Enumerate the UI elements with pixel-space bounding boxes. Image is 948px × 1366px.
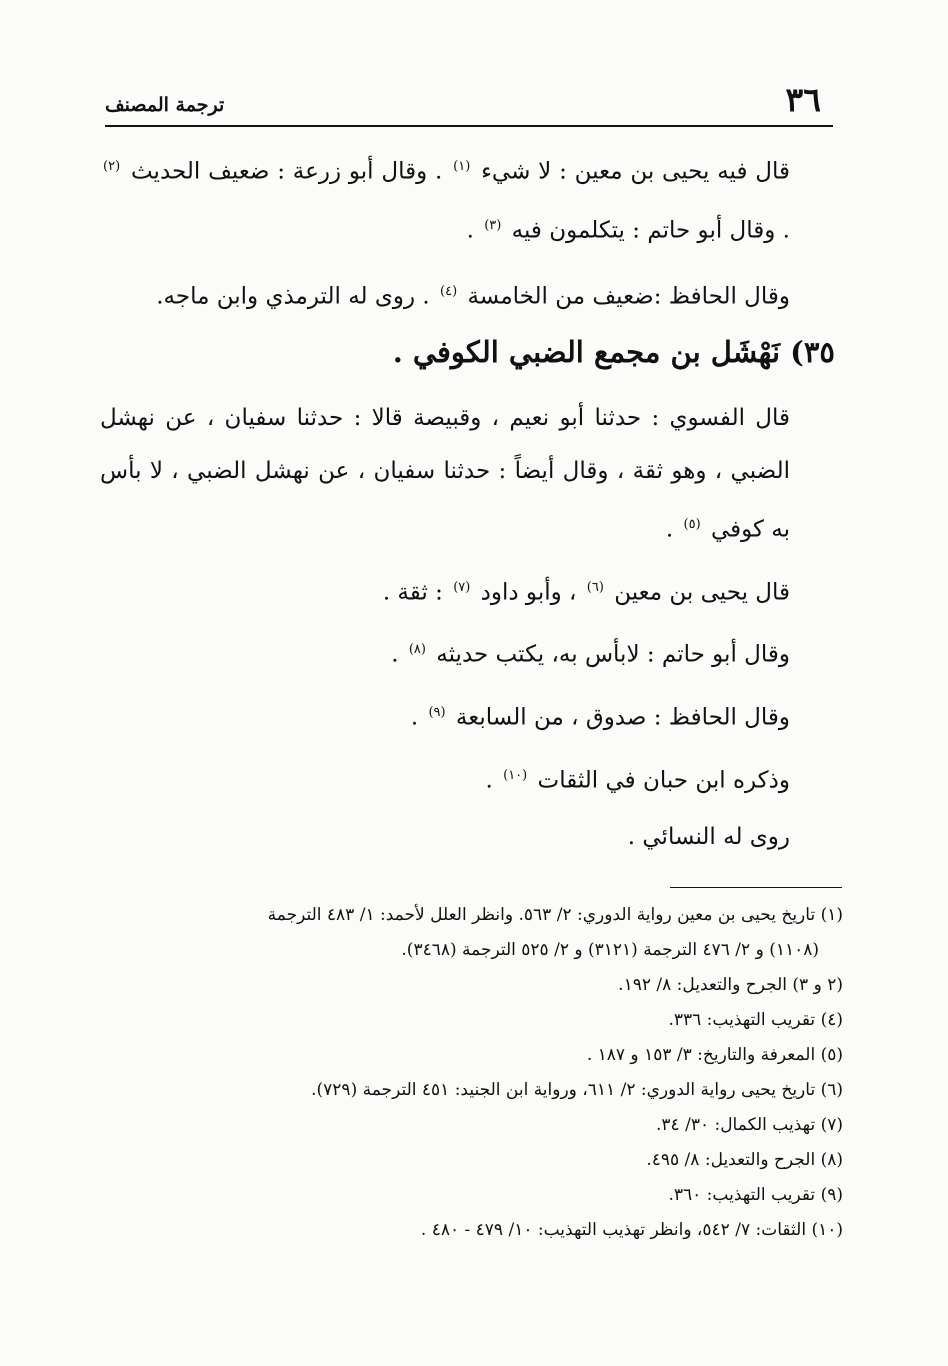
footnote-2-3: (٢ و ٣) الجرح والتعديل: ٨/ ١٩٢.	[618, 975, 843, 995]
footnote-10: (١٠) الثقات: ٧/ ٥٤٢، وانظر تهذيب التهذيب: ١٠/ ٤٧٩ - ٤٨٠ .	[420, 1220, 843, 1240]
footnote-ref: (١)	[453, 159, 471, 174]
paragraph-1: قال فيه يحيى بن معين : لا شيء $^{(١)}$ . وقال أبو زرعة : ضعيف الحديث $^{(٢)}$ . وقال أبو حاتم : يتكلمون فيه $^{(٣)}$ .	[103, 158, 790, 244]
paragraph-2: وقال الحافظ :ضعيف من الخامسة $^{(٤)}$ . روى له الترمذي وابن ماجه.	[156, 283, 790, 310]
footnote-ref: (٤)	[440, 284, 458, 300]
footnote-1-continued: (١١٠٨) و ٢/ ٤٧٦ الترجمة (٣١٢١) و ٢/ ٥٢٥ الترجمة (٣٤٦٨).	[401, 940, 819, 960]
paragraph-4: قال يحيى بن معين $^{(٦)}$ ، وأبو داود $^{(٧)}$ : ثقة .	[382, 579, 790, 606]
footnote-6: (٦) تاريخ يحيى رواية الدوري: ٢/ ٦١١، ورواية ابن الجنيد: ٤٥١ الترجمة (٧٢٩).	[311, 1080, 843, 1100]
footnote-ref: (٣)	[484, 217, 502, 233]
page-number: ٣٦	[785, 80, 821, 119]
footnote-ref: (١٠)	[503, 767, 528, 783]
footnote-4: (٤) تقريب التهذيب: ٣٣٦.	[668, 1010, 843, 1030]
footnotes	[105, 898, 843, 1248]
paragraph-7: وذكره ابن حبان في الثقات $^{(١٠)}$ .	[485, 767, 790, 794]
paragraph-8: روى له النسائي .	[627, 824, 790, 851]
footnote-ref: (٥)	[683, 516, 701, 532]
footnote-ref: (٨)	[408, 642, 426, 658]
footnote-ref: (٦)	[586, 579, 604, 595]
footnote-1: (١) تاريخ يحيى بن معين رواية الدوري: ٢/ ٥٦٣. وانظر العلل لأحمد: ١/ ٤٨٣ الترجمة	[267, 905, 843, 925]
footnote-ref: (٩)	[428, 704, 446, 720]
footnote-8: (٨) الجرح والتعديل: ٨/ ٤٩٥.	[646, 1150, 843, 1170]
footnote-rule	[670, 887, 842, 888]
paragraph-3: قال الفسوي : حدثنا أبو نعيم ، وقبيصة قالا : حدثنا سفيان ، عن نهشل الضبي ، وهو ثقة ، وقال أيضاً : حدثنا سفيان ، عن نهشل الضبي ، لا بأس به كوفي $^{(٥)}$ .	[100, 404, 790, 543]
header-rule	[105, 125, 833, 127]
page-header	[105, 78, 833, 126]
paragraph-6: وقال الحافظ : صدوق ، من السابعة $^{(٩)}$ .	[410, 704, 790, 731]
running-title: ترجمة المصنف	[105, 94, 225, 116]
entry-heading: ٣٥) نَهْشَل بن مجمع الضبي الكوفي .	[392, 334, 835, 369]
footnote-7: (٧) تهذيب الكمال: ٣٠/ ٣٤.	[656, 1115, 843, 1135]
main-text	[100, 140, 835, 864]
paragraph-5: وقال أبو حاتم : لابأس به، يكتب حديثه $^{(٨)}$ .	[391, 641, 790, 668]
footnote-5: (٥) المعرفة والتاريخ: ٣/ ١٥٣ و ١٨٧ .	[586, 1045, 843, 1065]
footnote-ref: (٧)	[453, 579, 471, 595]
footnote-ref: (٢)	[103, 159, 121, 174]
footnote-9: (٩) تقريب التهذيب: ٣٦٠.	[668, 1185, 843, 1205]
